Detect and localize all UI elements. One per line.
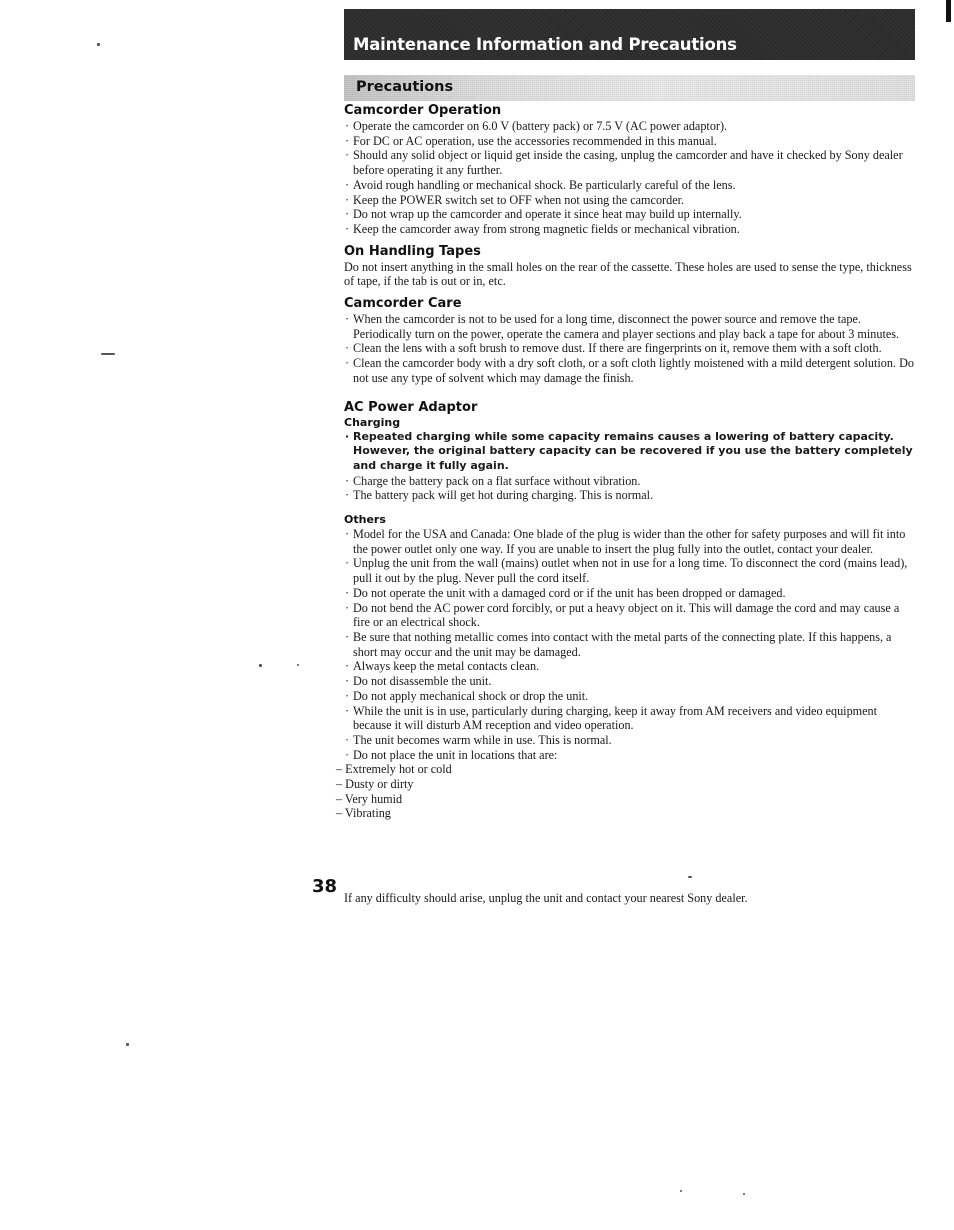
- list-item: · Do not operate the unit with a damaged cord or if the unit has been dropped or damaged.: [344, 586, 914, 601]
- scan-speck: [688, 876, 692, 878]
- page-number: 38: [312, 876, 338, 897]
- list-item: · Clean the lens with a soft brush to remove dust. If there are fingerprints on it, remove them with a soft cloth.: [344, 341, 914, 356]
- camcorder-operation-heading: Camcorder Operation: [344, 103, 502, 118]
- list-item: · Operate the camcorder on 6.0 V (battery pack) or 7.5 V (AC power adaptor).: [344, 119, 914, 134]
- scan-speck: [101, 353, 115, 355]
- list-item: · Do not bend the AC power cord forcibly, or put a heavy object on it. This will damage the cord and may cause a fire or an electrical shock.: [344, 601, 914, 630]
- list-item: · Clean the camcorder body with a dry soft cloth, or a soft cloth lightly moistened with a mild detergent solution. Do not use any type of solvent which may damage the finish.: [344, 356, 914, 385]
- list-item: · Avoid rough handling or mechanical shock. Be particularly careful of the lens.: [344, 178, 914, 193]
- handling-tapes-text: Do not insert anything in the small holes on the rear of the cassette. These holes are used to sense the type, thickness of tape, if the tab is out or in, etc.: [344, 259, 912, 289]
- scan-speck: [680, 1190, 682, 1192]
- scan-speck: [259, 664, 262, 667]
- list-item: · For DC or AC operation, use the accessories recommended in this manual.: [344, 134, 914, 149]
- others-list: [344, 527, 914, 762]
- list-item-emphasis: · Repeated charging while some capacity remains causes a lowering of battery capacity. However, the original battery capacity can be recovered if you use the battery completely and charge it fully again.: [344, 430, 914, 474]
- camcorder-operation-list: [344, 119, 914, 237]
- charging-list: [344, 430, 914, 504]
- list-item: · Do not place the unit in locations that are:: [344, 748, 914, 763]
- list-item: · Should any solid object or liquid get inside the casing, unplug the camcorder and have it checked by Sony dealer before operating it any further.: [344, 148, 914, 177]
- precautions-content: [336, 103, 914, 821]
- section-title: Precautions: [356, 79, 454, 95]
- list-item: · Always keep the metal contacts clean.: [344, 659, 914, 674]
- footer-note: If any difficulty should arise, unplug the unit and contact your nearest Sony dealer.: [344, 891, 748, 905]
- list-item: · Unplug the unit from the wall (mains) outlet when not in use for a long time. To disconnect the cord (mains lead), pull it out by the plug. Never pull the cord itself.: [344, 556, 914, 585]
- camcorder-care-heading: Camcorder Care: [344, 296, 462, 312]
- list-item: · Do not apply mechanical shock or drop the unit.: [344, 689, 914, 704]
- chapter-header-bar: [344, 9, 915, 60]
- list-item: · Keep the POWER switch set to OFF when not using the camcorder.: [344, 193, 914, 208]
- list-item: · Be sure that nothing metallic comes into contact with the metal parts of the connecting plate. If this happens, a short may occur and the unit may be damaged.: [344, 630, 914, 659]
- list-item: · While the unit is in use, particularly during charging, keep it away from AM receivers and video equipment because it will disturb AM reception and video operation.: [344, 704, 914, 733]
- chapter-title: Maintenance Information and Precautions: [353, 35, 737, 54]
- scan-speck: [126, 1043, 129, 1046]
- list-item: · Do not disassemble the unit.: [344, 674, 914, 689]
- list-item: · When the camcorder is not to be used for a long time, disconnect the power source and remove the tape. Periodically turn on the power, operate the camera and player sections and play back a tape for about 3 minutes.: [344, 312, 914, 341]
- list-item: · The unit becomes warm while in use. This is normal.: [344, 733, 914, 748]
- scan-speck: [743, 1193, 745, 1195]
- sub-list-item: – Extremely hot or cold: [336, 762, 452, 777]
- sub-list-item: – Very humid: [336, 791, 403, 806]
- scan-speck: [297, 664, 299, 666]
- list-item: · Model for the USA and Canada: One blade of the plug is wider than the other for safety purposes and will fit into the power outlet only one way. If you are unable to insert the plug fully into the outlet, contact your dealer.: [344, 527, 914, 556]
- others-heading: Others: [344, 513, 386, 527]
- edge-mark: [946, 0, 951, 22]
- charging-heading: Charging: [344, 415, 401, 429]
- location-sub-list: [336, 762, 914, 821]
- ac-power-adaptor-heading: AC Power Adaptor: [344, 399, 478, 415]
- list-item: · Do not wrap up the camcorder and operate it since heat may build up internally.: [344, 207, 914, 222]
- list-item: · Keep the camcorder away from strong magnetic fields or mechanical vibration.: [344, 222, 914, 237]
- sub-list-item: – Vibrating: [336, 806, 391, 821]
- sub-list-item: – Dusty or dirty: [336, 777, 414, 792]
- scan-speck: [97, 43, 100, 46]
- handling-tapes-heading: On Handling Tapes: [344, 243, 481, 259]
- section-header-bar: [344, 75, 915, 101]
- list-item: · The battery pack will get hot during charging. This is normal.: [344, 488, 914, 503]
- list-item: · Charge the battery pack on a flat surface without vibration.: [344, 474, 914, 489]
- camcorder-care-list: [344, 312, 914, 386]
